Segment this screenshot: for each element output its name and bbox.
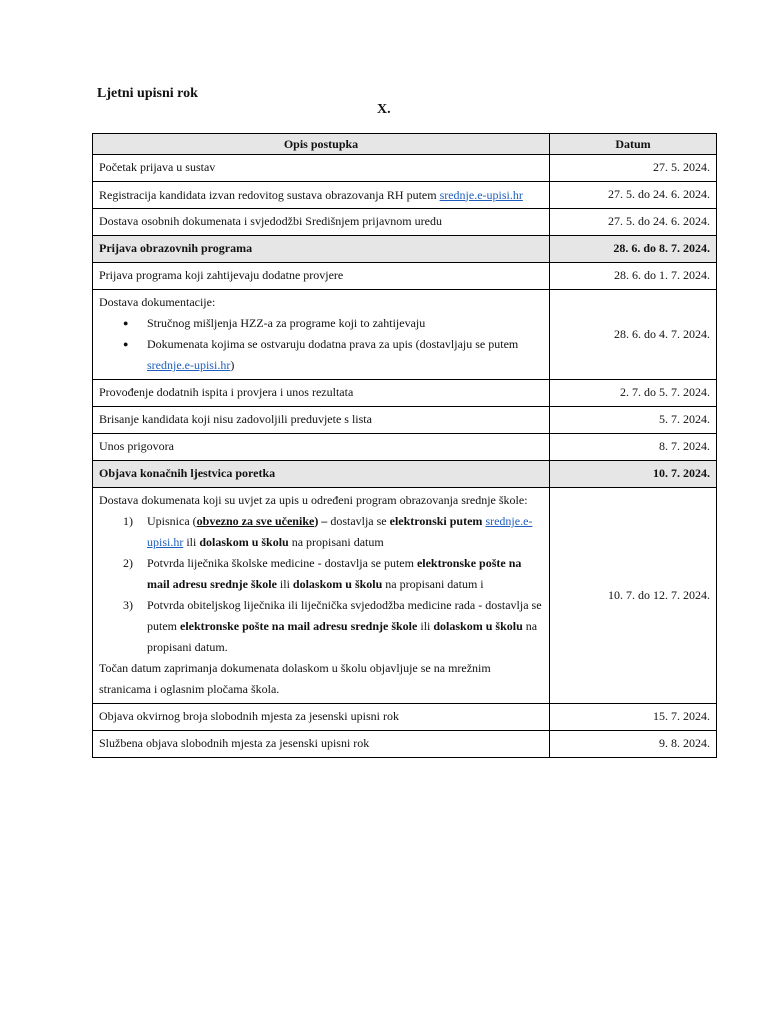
table-row <box>93 290 717 380</box>
list-item <box>123 553 543 595</box>
table-row <box>93 704 717 731</box>
row-date: 8. 7. 2024. <box>550 434 717 461</box>
text-bold: elektronske pošte na mail adresu srednje škole <box>147 556 522 591</box>
table-row <box>93 263 717 290</box>
row-date: 27. 5. 2024. <box>550 155 717 182</box>
row-date: 28. 6. do 8. 7. 2024. <box>550 236 717 263</box>
list-item <box>123 511 543 553</box>
text-bold: dolaskom u školu <box>433 619 523 633</box>
text-bold: dolaskom u školu <box>292 577 383 591</box>
text: na propisani datum <box>288 535 384 549</box>
list-item <box>123 595 543 658</box>
list-number: 3) <box>123 598 133 612</box>
list-item-text-end: ) <box>230 358 235 372</box>
table-header-row <box>93 134 717 155</box>
text: Upisnica ( <box>147 514 197 528</box>
text-emphasis: obvezno za sve učenike <box>196 514 315 528</box>
row-description <box>93 488 550 704</box>
list-item <box>147 334 543 376</box>
row-note: Točan datum zaprimanja dokumenata dolaskom u školu objavljuje se na mrežnim stranicama i oglasnim pločama škola. <box>99 661 491 696</box>
row-text: Registracija kandidata izvan redovitog sustava obrazovanja RH putem <box>99 187 440 202</box>
row-description: Prijava obrazovnih programa <box>93 236 550 263</box>
row-description: Početak prijava u sustav <box>93 155 550 182</box>
row-date: 10. 7. 2024. <box>550 461 717 488</box>
table-row <box>93 155 717 182</box>
row-date: 28. 6. do 1. 7. 2024. <box>550 263 717 290</box>
table-row-highlighted <box>93 461 717 488</box>
text: Potvrda obiteljskog liječnika ili liječnička svjedodžba medicine rada - dostavlja se putem <box>147 598 542 633</box>
table-row <box>93 434 717 461</box>
table-row <box>93 182 717 209</box>
row-description <box>93 182 550 209</box>
row-date: 9. 8. 2024. <box>550 731 717 758</box>
text-bold: dolaskom u školu <box>199 535 289 549</box>
text: ili <box>183 535 200 549</box>
table-row <box>93 380 717 407</box>
row-date: 15. 7. 2024. <box>550 704 717 731</box>
text: ili <box>276 577 293 591</box>
srednje-e-upisi-link[interactable]: srednje.e-upisi.hr <box>147 514 533 549</box>
row-description <box>93 290 550 380</box>
section-number: X. <box>377 102 391 117</box>
row-description: Provođenje dodatnih ispita i provjera i unos rezultata <box>93 380 550 407</box>
row-date: 27. 5. do 24. 6. 2024. <box>550 209 717 236</box>
text: Potvrda liječnika školske medicine - dostavlja se putem <box>147 556 417 570</box>
row-description: Službena objava slobodnih mjesta za jesenski upisni rok <box>93 731 550 758</box>
list-number: 2) <box>123 556 133 570</box>
schedule-table <box>92 133 717 758</box>
list-item-text: Dokumenata kojima se ostvaruju dodatna prava za upis (dostavljaju se putem <box>147 337 519 351</box>
row-date: 2. 7. do 5. 7. 2024. <box>550 380 717 407</box>
text-bold: elektronske pošte na mail adresu srednje škole <box>180 619 418 633</box>
text: ili <box>417 619 434 633</box>
row-description: Prijava programa koji zahtijevaju dodatne provjere <box>93 263 550 290</box>
row-description: Objava konačnih ljestvica poretka <box>93 461 550 488</box>
row-date: 10. 7. do 12. 7. 2024. <box>550 488 717 704</box>
text: dostavlja se <box>330 514 390 528</box>
row-intro: Dostava dokumenata koji su uvjet za upis u određeni program obrazovanja srednje škole: <box>99 493 528 507</box>
table-row <box>93 209 717 236</box>
row-date: 5. 7. 2024. <box>550 407 717 434</box>
list-number: 1) <box>123 514 133 528</box>
table-row <box>93 731 717 758</box>
bullet-list <box>99 313 543 376</box>
row-description: Dostava osobnih dokumenata i svjedodžbi Središnjem prijavnom uredu <box>93 209 550 236</box>
document-heading: Ljetni upisni rok <box>97 86 198 101</box>
table-row <box>93 407 717 434</box>
row-date: 28. 6. do 4. 7. 2024. <box>550 290 717 380</box>
row-description: Brisanje kandidata koji nisu zadovoljili preduvjete s lista <box>93 407 550 434</box>
numbered-list <box>99 511 543 658</box>
row-intro: Dostava dokumentacije: <box>99 295 216 309</box>
text: na propisani datum. <box>147 619 538 654</box>
row-date: 27. 5. do 24. 6. 2024. <box>550 182 717 209</box>
column-header-date: Datum <box>550 134 717 155</box>
row-description: Unos prigovora <box>93 434 550 461</box>
table-row-highlighted <box>93 236 717 263</box>
table-row <box>93 488 717 704</box>
list-item: ● Stručnog mišljenja HZZ-a za programe koji to zahtijevaju <box>147 313 543 334</box>
text: ) – <box>314 514 331 528</box>
srednje-e-upisi-link[interactable]: srednje.e-upisi.hr <box>147 358 231 372</box>
row-description: Objava okvirnog broja slobodnih mjesta za jesenski upisni rok <box>93 704 550 731</box>
text-bold: elektronski putem <box>389 514 483 528</box>
text: na propisani datum i <box>382 577 484 591</box>
column-header-description: Opis postupka <box>93 134 550 155</box>
srednje-e-upisi-link[interactable]: srednje.e-upisi.hr <box>439 187 523 202</box>
